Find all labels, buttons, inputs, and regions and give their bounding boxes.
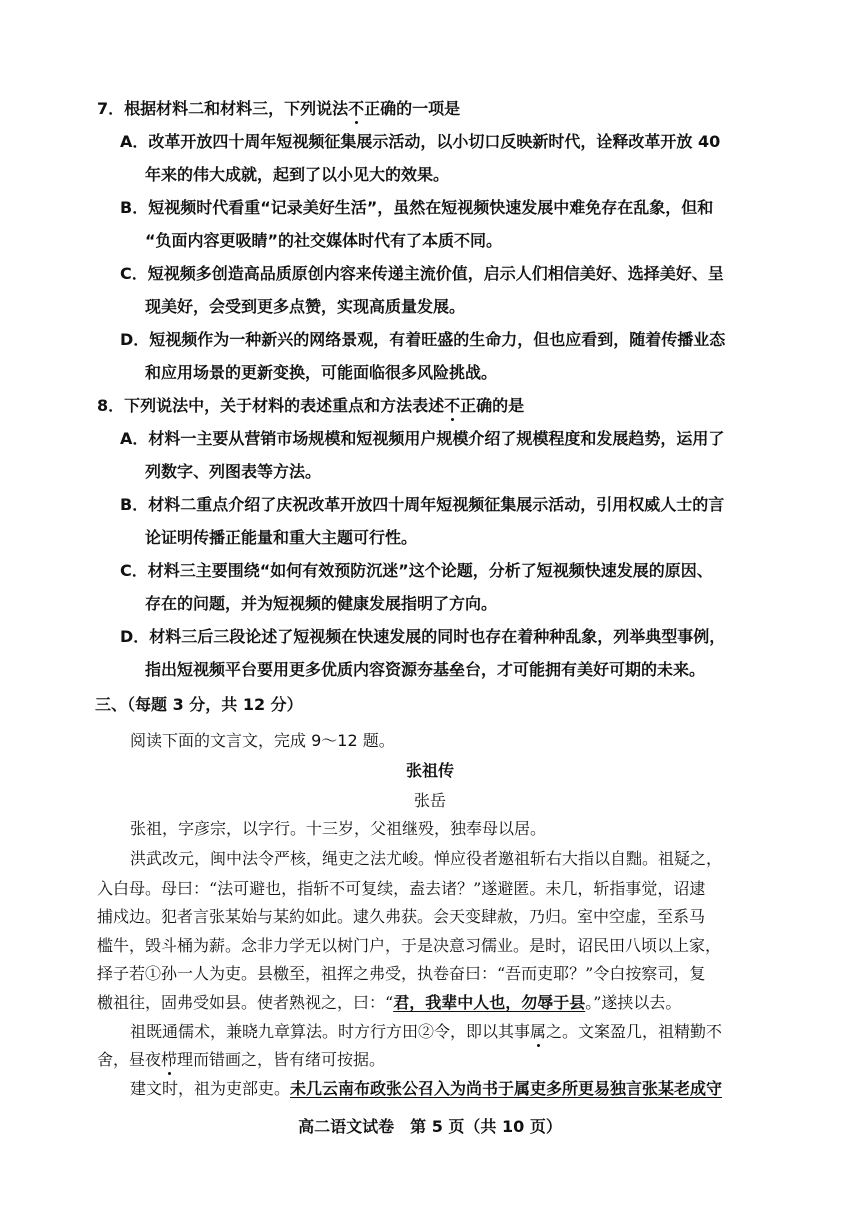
q8-option-c-line1: C．材料三主要围绕“如何有效预防沉迷”这个论题，分析了短视频快速发展的原因、 [120,561,713,580]
question-7-stem-text: 7．根据材料二和材料三，下列说法 [97,99,349,118]
passage-paragraph-3-line2 [97,1049,385,1071]
emphasis-char: 栉 [161,1050,178,1069]
passage-text: 理而错画之，皆有绪可按据。 [177,1050,386,1069]
q7-option-b-line1: B．短视频时代看重“记录美好生活”，虽然在短视频快速发展中难免存在乱象，但和 [120,198,714,217]
passage-paragraph-2-line4: 槛牛，毁斗桶为薪。念非力学无以树门户，于是决意习儒业。是时，诏民田八顷以上家， [97,936,722,955]
q7-option-b-line2: “负面内容更吸睛”的社交媒体时代有了本质不同。 [145,231,503,250]
q7-option-d-line1: D．短视频作为一种新兴的网络景观，有着旺盛的生命力，但也应看到，随着传播业态 [120,330,726,349]
passage-paragraph-2-line3: 捕戍边。犯者言张某始与某約如此。逮久弗获。会天变肆赦，乃归。室中空虚，至系马 [97,907,706,926]
q8-option-a-line2: 列数字、列图表等方法。 [145,462,322,481]
q7-option-a-line2: 年来的伟大成就，起到了以小见大的效果。 [145,165,450,184]
passage-text: 之。文案盈几，祖精勤不 [546,1022,723,1041]
q8-option-b-line1: B．材料二重点介绍了庆祝改革开放四十周年短视频征集展示活动，引用权威人士的言 [120,495,725,514]
q8-option-c-line2: 存在的问题，并为短视频的健康发展指明了方向。 [145,594,498,613]
q7-option-d-line2: 和应用场景的更新变换，可能面临很多风险挑战。 [145,363,498,382]
emphasis-mark-shu [530,1022,546,1041]
passage-paragraph-2-line6 [97,992,681,1014]
passage-paragraph-2-line2: 入白母。母曰：“法可避也，指斩不可复续，盍去诸？”遂避匿。未几，斩指事觉，诏逮 [97,879,706,898]
emphasis-char: 属 [530,1022,547,1041]
q7-option-c-line2: 现美好，会受到更多点赞，实现高质量发展。 [145,297,466,316]
emphasis-char: 不 [348,99,365,118]
passage-text: 祖既通儒术，兼晓九章算法。时方行方田②令，即以其事 [130,1022,531,1041]
q7-option-c-line1: C．短视频多创造高品质原创内容来传递主流价值，启示人们相信美好、选择美好、呈 [120,264,724,283]
emphasis-mark-bu [444,396,460,415]
emphasis-char: 不 [444,396,461,415]
page-footer: 高二语文试卷 第 5 页（共 10 页） [298,1117,562,1136]
passage-paragraph-4-line1 [130,1078,722,1100]
passage-paragraph-1: 张祖，字彦宗，以字行。十三岁，父祖继殁，独奉母以居。 [130,819,547,838]
passage-paragraph-3-line1 [130,1021,722,1043]
question-7-stem-text-end: 正确的一项是 [364,99,461,118]
section-3-header: 三、（每题 3 分，共 12 分） [95,695,303,714]
passage-text: 。”遂挟以去。 [585,993,682,1012]
emphasis-dot [355,121,358,124]
emphasis-dot [537,1044,540,1047]
passage-author: 张岳 [413,791,446,810]
emphasis-mark-bu [348,99,364,118]
passage-text: 檄祖往，固弗受如县。使者熟视之，曰：“ [97,993,394,1012]
question-7-stem [97,98,460,120]
q8-option-a-line1: A．材料一主要从营销市场规模和短视频用户规模介绍了规模程度和发展趋势，运用了 [120,429,725,448]
section-3-instruction: 阅读下面的文言文，完成 9～12 题。 [130,731,395,750]
question-8-stem-text: 8．下列说法中，关于材料的表述重点和方法表述 [97,396,445,415]
emphasis-mark-zhi [161,1050,177,1069]
emphasis-dot [168,1072,171,1075]
emphasis-dot [451,418,454,421]
underlined-sentence: 未几云南布政张公召入为尚书于属吏多所更易独言张某老成守 [290,1079,723,1098]
underlined-sentence: 君，我辈中人也，勿辱于县 [393,993,586,1012]
passage-paragraph-2-line5: 择子若①孙一人为吏。县檄至，祖挥之弗受，执卷奋曰：“吾而吏耶？”令白按察司，复 [97,964,706,983]
q8-option-b-line2: 论证明传播正能量和重大主题可行性。 [145,528,418,547]
q8-option-d-line1: D．材料三后三段论述了短视频在快速发展的同时也存在着种种乱象，列举典型事例， [120,627,726,646]
q8-option-d-line2: 指出短视频平台要用更多优质内容资源夯基垒台，才可能拥有美好可期的未来。 [145,660,706,679]
passage-text: 舍，昼夜 [97,1050,162,1069]
passage-text: 建文时，祖为吏部吏。 [130,1079,291,1098]
question-8-stem [97,395,524,417]
passage-paragraph-2-line1: 洪武改元，闽中法令严核，绳吏之法尤峻。惮应役者邀祖斩右大指以自黜。祖疑之， [130,849,723,868]
q7-option-a-line1: A．改革开放四十周年短视频征集展示活动，以小切口反映新时代，诠释改革开放 40 [120,132,721,151]
passage-title: 张祖传 [405,761,454,780]
question-8-stem-text-end: 正确的是 [460,396,525,415]
